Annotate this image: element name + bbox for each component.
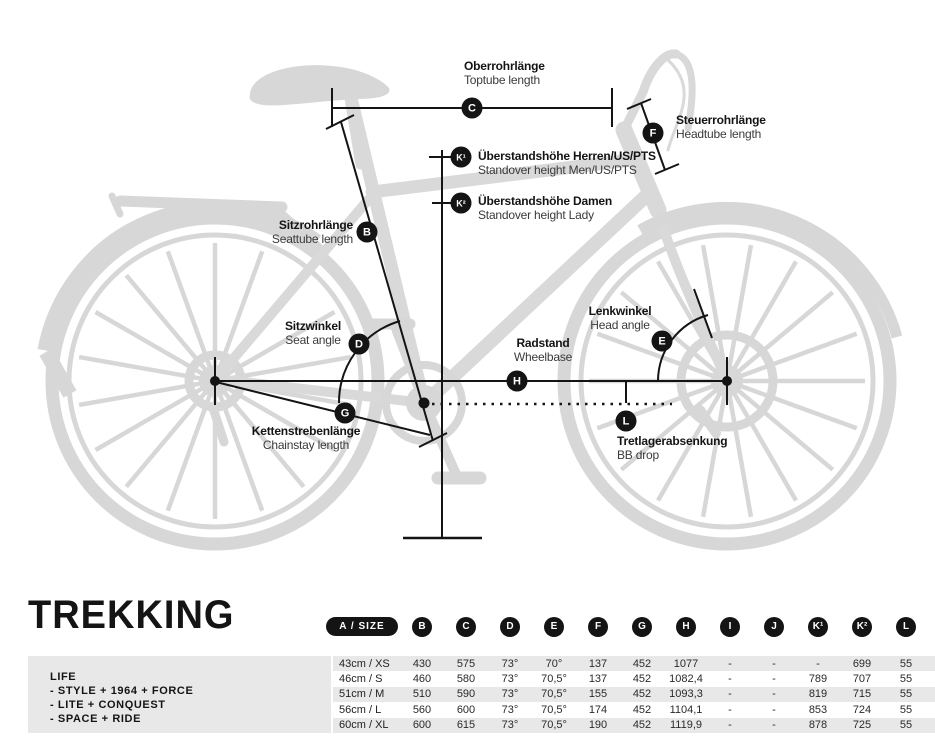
size-cell: 43cm / XS xyxy=(339,657,390,670)
table-row xyxy=(333,656,935,671)
size-cell: 56cm / L xyxy=(339,703,382,716)
value-cell: 452 xyxy=(632,719,652,732)
bike-silhouette xyxy=(43,54,897,544)
value-cell: 575 xyxy=(456,657,476,670)
value-cell: 1119,9 xyxy=(669,719,702,732)
column-badge-K1: K¹ xyxy=(808,617,828,637)
label-standover-lady xyxy=(478,194,612,222)
column-badge-H: H xyxy=(676,617,696,637)
value-cell: - xyxy=(728,688,732,701)
model-family-list xyxy=(28,656,331,726)
table-row xyxy=(333,671,935,686)
page-title: TREKKING xyxy=(28,593,235,638)
front-axle-dot xyxy=(722,376,732,386)
value-cell: 615 xyxy=(456,719,476,732)
column-badge-L: L xyxy=(896,617,916,637)
value-cell: 70,5° xyxy=(541,719,567,732)
badge-D: D xyxy=(349,334,370,355)
value-cell: - xyxy=(772,673,776,686)
value-cell: 715 xyxy=(852,688,872,701)
value-cell: 190 xyxy=(588,719,608,732)
label-headtube-de: Steuerrohrlänge xyxy=(676,113,766,127)
label-bb-drop-en: BB drop xyxy=(617,448,659,462)
value-cell: 819 xyxy=(808,688,828,701)
label-seattube-de: Sitzrohrlänge xyxy=(278,218,353,232)
model-line: - SPACE + RIDE xyxy=(50,713,142,725)
value-cell: - xyxy=(816,657,820,670)
value-cell: 600 xyxy=(456,703,476,716)
value-cell: 600 xyxy=(412,719,432,732)
value-cell: 452 xyxy=(632,673,652,686)
label-seat-angle-en: Seat angle xyxy=(285,333,341,347)
value-cell: - xyxy=(772,688,776,701)
label-chainstay-en: Chainstay length xyxy=(262,438,350,452)
column-badge-I: I xyxy=(720,617,740,637)
label-standover-men-de: Überstandshöhe Herren/US/PTS xyxy=(478,149,656,163)
value-cell: 73° xyxy=(501,688,519,701)
value-cell: 725 xyxy=(852,719,872,732)
label-toptube xyxy=(464,59,545,87)
badge-H: H xyxy=(507,371,528,392)
rear-axle-dot xyxy=(210,376,220,386)
value-cell: 73° xyxy=(501,657,519,670)
value-cell: 155 xyxy=(588,688,608,701)
label-seattube xyxy=(272,218,353,246)
value-cell: 73° xyxy=(501,719,519,732)
value-cell: 70,5° xyxy=(541,688,567,701)
badge-F: F xyxy=(643,123,664,144)
column-badge-E: E xyxy=(544,617,564,637)
column-badge-J: J xyxy=(764,617,784,637)
badge-G: G xyxy=(335,403,356,424)
value-cell: 853 xyxy=(808,703,828,716)
size-header-pill: A / SIZE xyxy=(326,617,398,636)
value-cell: 1104,1 xyxy=(669,703,703,716)
value-cell: 55 xyxy=(899,703,913,716)
label-head-angle-de: Lenkwinkel xyxy=(588,304,652,318)
value-cell: 70,5° xyxy=(541,703,567,716)
badge-C: C xyxy=(462,98,483,119)
value-cell: - xyxy=(728,673,732,686)
value-cell: 724 xyxy=(852,703,872,716)
value-cell: 460 xyxy=(412,673,432,686)
value-cell: 452 xyxy=(632,688,652,701)
model-line: - STYLE + 1964 + FORCE xyxy=(50,685,194,697)
label-standover-lady-en: Standover height Lady xyxy=(478,208,594,222)
value-cell: 430 xyxy=(412,657,432,670)
value-cell: 789 xyxy=(808,673,828,686)
value-cell: 510 xyxy=(412,688,432,701)
value-cell: 1093,3 xyxy=(669,688,703,701)
value-cell: 137 xyxy=(588,657,608,670)
label-standover-men xyxy=(478,149,656,177)
bottom-bracket-dot xyxy=(419,398,430,409)
label-standover-lady-de: Überstandshöhe Damen xyxy=(478,194,613,208)
value-cell: - xyxy=(728,719,732,732)
label-headtube-en: Headtube length xyxy=(676,127,762,141)
value-cell: - xyxy=(772,657,776,670)
value-cell: 55 xyxy=(899,657,913,670)
label-bb-drop-de: Tretlagerabsenkung xyxy=(617,434,728,448)
badge-K1: K¹ xyxy=(451,147,472,168)
label-seat-angle xyxy=(253,319,373,347)
label-wheelbase xyxy=(483,336,603,364)
value-cell: 73° xyxy=(501,673,519,686)
value-cell: 560 xyxy=(412,703,432,716)
label-headtube xyxy=(676,113,766,141)
value-cell: 1082,4 xyxy=(669,673,703,686)
size-cell: 51cm / M xyxy=(339,688,385,701)
column-badge-G: G xyxy=(632,617,652,637)
table-row xyxy=(333,702,935,717)
size-table xyxy=(333,656,935,733)
column-badge-K2: K² xyxy=(852,617,872,637)
model-line: - LITE + CONQUEST xyxy=(50,699,166,711)
stem xyxy=(624,92,643,130)
value-cell: - xyxy=(728,657,732,670)
table-row xyxy=(333,687,935,702)
model-line: LIFE xyxy=(50,671,77,683)
brake-caliper xyxy=(700,410,716,433)
value-cell: 590 xyxy=(456,688,476,701)
label-head-angle xyxy=(560,304,680,332)
value-cell: 70° xyxy=(545,657,563,670)
label-chainstay xyxy=(226,424,386,452)
model-family-panel xyxy=(28,656,331,733)
label-seat-angle-de: Sitzwinkel xyxy=(284,319,341,333)
value-cell: 699 xyxy=(852,657,872,670)
label-head-angle-en: Head angle xyxy=(590,318,650,332)
value-cell: 878 xyxy=(808,719,828,732)
label-seattube-en: Seattube length xyxy=(271,232,353,246)
badge-B: B xyxy=(357,222,378,243)
value-cell: 55 xyxy=(899,719,913,732)
value-cell: 174 xyxy=(588,703,608,716)
value-cell: 137 xyxy=(588,673,608,686)
column-badge-F: F xyxy=(588,617,608,637)
label-toptube-en: Toptube length xyxy=(464,73,540,87)
column-badge-B: B xyxy=(412,617,432,637)
label-wheelbase-en: Wheelbase xyxy=(513,350,573,364)
down-tube xyxy=(426,196,646,402)
label-bb-drop xyxy=(617,434,727,462)
size-cell: 46cm / S xyxy=(339,673,383,686)
value-cell: - xyxy=(772,703,776,716)
value-cell: 452 xyxy=(632,657,652,670)
table-row xyxy=(333,718,935,733)
badge-E: E xyxy=(652,331,673,352)
size-cell: 60cm / XL xyxy=(339,719,389,732)
value-cell: 707 xyxy=(852,673,872,686)
seat-tube xyxy=(352,102,424,403)
label-toptube-de: Oberrohrlänge xyxy=(464,59,545,73)
value-cell: 1077 xyxy=(673,657,699,670)
column-badge-D: D xyxy=(500,617,520,637)
saddle xyxy=(250,65,390,105)
value-cell: 55 xyxy=(899,673,913,686)
value-cell: 452 xyxy=(632,703,652,716)
handlebar xyxy=(643,54,676,92)
value-cell: 70,5° xyxy=(541,673,567,686)
value-cell: 55 xyxy=(899,688,913,701)
badge-K2: K² xyxy=(451,193,472,214)
label-wheelbase-de: Radstand xyxy=(516,336,570,350)
badge-L: L xyxy=(616,411,637,432)
value-cell: 580 xyxy=(456,673,476,686)
label-chainstay-de: Kettenstrebenlänge xyxy=(251,424,361,438)
value-cell: - xyxy=(772,719,776,732)
value-cell: - xyxy=(728,703,732,716)
column-badge-C: C xyxy=(456,617,476,637)
label-standover-men-en: Standover height Men/US/PTS xyxy=(478,163,637,177)
value-cell: 73° xyxy=(501,703,519,716)
size-table-header xyxy=(333,616,935,637)
